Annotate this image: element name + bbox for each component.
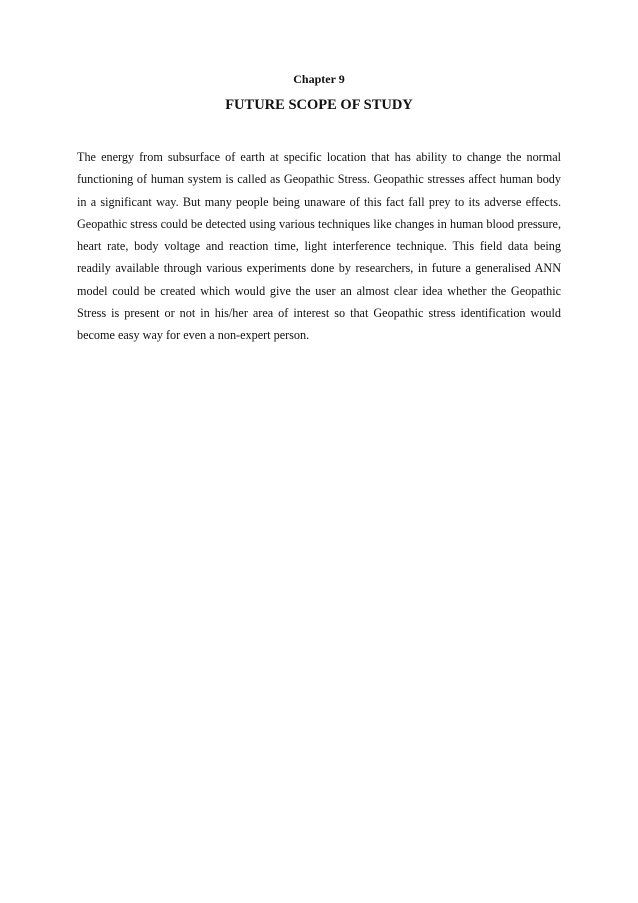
chapter-label: Chapter 9 — [293, 72, 345, 86]
body-paragraph: The energy from subsurface of earth at specific location that has ability to change the normal functioning of human system is called as Geopathic Stress. Geopathic stresses affect human body in a significant way. But many people being unaware of this fact fall prey to its adverse effects. Geopathic stress could be detected using various techniques like changes in human blood pressure, heart rate, body voltage and reaction time, light interference technique. This field data being readily available through various experiments done by researchers, in future a generalised ANN model could be created which would give the user an almost clear idea whether the Geopathic Stress is present or not in his/her area of interest so that Geopathic stress identification would become easy way for even a non-expert person. — [77, 150, 561, 343]
chapter-title: FUTURE SCOPE OF STUDY — [225, 97, 413, 113]
